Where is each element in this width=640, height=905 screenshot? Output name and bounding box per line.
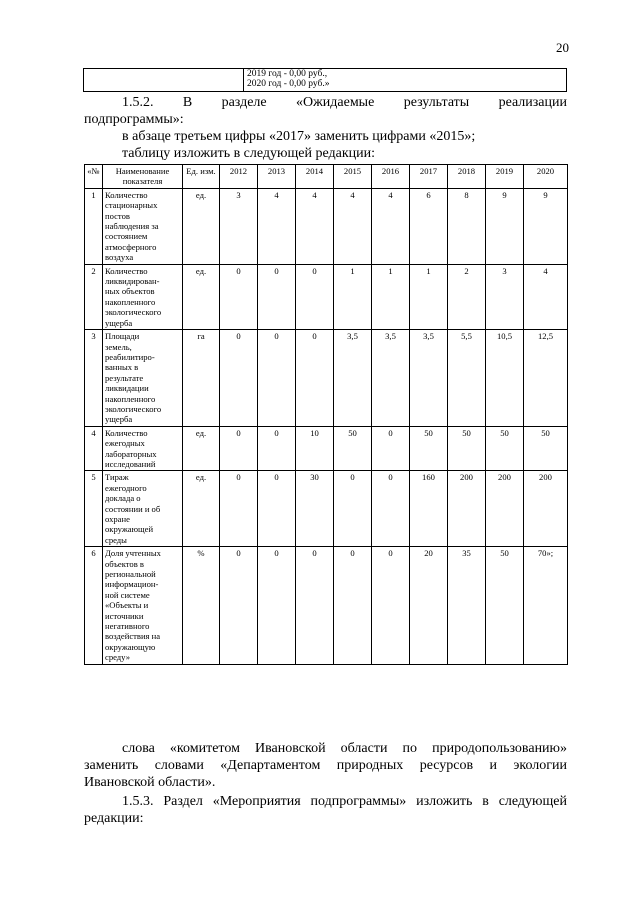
- value-cell: 10: [296, 426, 334, 471]
- indicator-name-line: атмосферного: [105, 241, 157, 252]
- para-1-5-2-line-1: [84, 94, 567, 111]
- budget-table-fragment: [83, 68, 567, 92]
- value-cell: 50: [524, 426, 568, 471]
- value-cell: 0: [220, 264, 258, 329]
- unit-cell: %: [183, 547, 220, 664]
- word: результаты: [403, 95, 470, 110]
- word: разделе: [221, 95, 267, 110]
- indicator-name-line: состоянием: [105, 231, 148, 242]
- word: следующей: [498, 794, 567, 809]
- value-cell: 1: [410, 264, 448, 329]
- header-name: Наименование показателя: [103, 165, 183, 189]
- value-cell: 0: [334, 547, 372, 664]
- table-row: [85, 471, 568, 547]
- value-cell: 70»;: [524, 547, 568, 664]
- value-cell: 35: [448, 547, 486, 664]
- header-year: 2018: [448, 165, 486, 189]
- indicator-name: [103, 547, 183, 664]
- row-number: 5: [85, 471, 103, 547]
- indicator-name-line: информацион-: [105, 579, 159, 590]
- indicator-name-line: ванных в: [105, 362, 139, 373]
- indicator-name: [103, 426, 183, 471]
- value-cell: 0: [258, 471, 296, 547]
- row-number: 4: [85, 426, 103, 471]
- para-words-line-2: [84, 757, 567, 774]
- header-unit: Ед. изм.: [183, 165, 220, 189]
- table-row: [85, 547, 568, 664]
- value-cell: 0: [296, 547, 334, 664]
- header-year: 2020: [524, 165, 568, 189]
- word: области: [340, 741, 388, 756]
- para-1-5-2-line-4: таблицу изложить в следующей редакции:: [122, 146, 376, 161]
- value-cell: 0: [258, 264, 296, 329]
- value-cell: 50: [410, 426, 448, 471]
- value-cell: 0: [334, 471, 372, 547]
- indicator-name-line: ликвидации: [105, 383, 149, 394]
- value-cell: 0: [258, 426, 296, 471]
- unit-cell: ед.: [183, 426, 220, 471]
- value-cell: 160: [410, 471, 448, 547]
- value-cell: 0: [220, 330, 258, 427]
- indicator-name-line: исследований: [105, 458, 156, 469]
- indicator-name-line: доклада о: [105, 493, 141, 504]
- page-number: 20: [556, 40, 569, 55]
- word: и: [489, 758, 497, 773]
- word: природных: [336, 758, 404, 773]
- word: «Департаментом: [220, 758, 321, 773]
- value-cell: 50: [448, 426, 486, 471]
- indicator-name-line: результате: [105, 372, 144, 383]
- table-body: [85, 188, 568, 664]
- header-year: 2016: [372, 165, 410, 189]
- para-1-5-3-line-1: [84, 793, 567, 810]
- value-cell: 200: [524, 471, 568, 547]
- indicator-name-line: ликвидирован-: [105, 276, 160, 287]
- value-cell: 4: [524, 264, 568, 329]
- indicator-name-line: окружающую: [105, 641, 156, 652]
- row-number: 1: [85, 188, 103, 264]
- value-cell: 0: [372, 471, 410, 547]
- indicator-name: [103, 471, 183, 547]
- value-cell: 0: [220, 426, 258, 471]
- value-cell: 1: [372, 264, 410, 329]
- indicator-name-line: ущерба: [105, 317, 133, 328]
- value-cell: 30: [296, 471, 334, 547]
- para-1-5-3-line-2: редакции:: [84, 811, 144, 826]
- word: словами: [154, 758, 204, 773]
- budget-line-2020: 2020 год - 0,00 руб.»: [247, 79, 330, 89]
- value-cell: 20: [410, 547, 448, 664]
- header-year: 2014: [296, 165, 334, 189]
- value-cell: 200: [486, 471, 524, 547]
- header-year: 2012: [220, 165, 258, 189]
- word: Раздел: [163, 794, 203, 809]
- value-cell: 5,5: [448, 330, 486, 427]
- indicator-name-line: Тираж: [105, 472, 129, 483]
- value-cell: 9: [486, 188, 524, 264]
- unit-cell: ед.: [183, 264, 220, 329]
- indicator-name-line: среду»: [105, 652, 130, 663]
- value-cell: 4: [334, 188, 372, 264]
- word: по: [402, 741, 418, 756]
- indicator-name-line: Количество: [105, 427, 148, 438]
- indicator-name-line: Доля учтенных: [105, 548, 161, 559]
- indicator-name-line: воздуха: [105, 252, 134, 263]
- budget-table-cell: [244, 69, 567, 92]
- indicator-name-line: стационарных: [105, 200, 158, 211]
- indicator-name-line: объектов в: [105, 558, 144, 569]
- indicator-name-line: источники: [105, 610, 144, 621]
- indicator-name-line: региональной: [105, 569, 156, 580]
- para-words-line-1: [84, 740, 567, 757]
- value-cell: 10,5: [486, 330, 524, 427]
- indicator-name-line: Площади: [105, 331, 140, 342]
- value-cell: 3,5: [372, 330, 410, 427]
- value-cell: 4: [258, 188, 296, 264]
- indicator-name-line: ежегодного: [105, 482, 147, 493]
- indicator-name-line: земель,: [105, 341, 132, 352]
- value-cell: 3: [486, 264, 524, 329]
- value-cell: 0: [220, 547, 258, 664]
- unit-cell: ед.: [183, 471, 220, 547]
- indicator-name-line: Количество: [105, 265, 148, 276]
- indicator-name-line: «Объекты и: [105, 600, 149, 611]
- value-cell: 3,5: [334, 330, 372, 427]
- value-cell: 0: [258, 547, 296, 664]
- value-cell: 0: [220, 471, 258, 547]
- word: ресурсов: [419, 758, 474, 773]
- indicator-name-line: ежегодных: [105, 438, 145, 449]
- table-header-row: [85, 165, 568, 189]
- row-number: 2: [85, 264, 103, 329]
- word: экологии: [513, 758, 567, 773]
- header-year: 2013: [258, 165, 296, 189]
- table-row: [85, 264, 568, 329]
- word: Ивановской: [255, 741, 326, 756]
- indicator-name-line: ных объектов: [105, 286, 155, 297]
- budget-table-empty-cell: [84, 69, 244, 92]
- para-1-5-2-line-3: в абзаце третьем цифры «2017» заменить цифрами «2015»;: [122, 129, 476, 144]
- indicator-name-line: воздействия на: [105, 631, 161, 642]
- value-cell: 12,5: [524, 330, 568, 427]
- indicator-name-line: ущерба: [105, 414, 133, 425]
- indicator-name-line: накопленного: [105, 296, 156, 307]
- indicator-name-line: реабилитиро-: [105, 351, 155, 362]
- word: В: [182, 95, 193, 110]
- row-number: 6: [85, 547, 103, 664]
- word: «Ожидаемые: [296, 95, 375, 110]
- indicator-name-line: охране: [105, 514, 130, 524]
- word: изложить: [416, 794, 473, 809]
- value-cell: 6: [410, 188, 448, 264]
- word: 1.5.3.: [122, 794, 154, 809]
- value-cell: 3: [220, 188, 258, 264]
- indicator-name: [103, 330, 183, 427]
- unit-cell: га: [183, 330, 220, 427]
- value-cell: 1: [334, 264, 372, 329]
- indicator-name-line: среды: [105, 534, 127, 545]
- value-cell: 9: [524, 188, 568, 264]
- table-row: [85, 426, 568, 471]
- value-cell: 8: [448, 188, 486, 264]
- value-cell: 50: [334, 426, 372, 471]
- header-year: 2017: [410, 165, 448, 189]
- indicator-name-line: лабораторных: [105, 448, 157, 459]
- indicators-table: [84, 164, 568, 665]
- word: «комитетом: [169, 741, 240, 756]
- indicator-name-line: экологического: [105, 307, 162, 318]
- word: природопользованию»: [432, 741, 568, 756]
- indicator-name: [103, 188, 183, 264]
- word: подпрограммы»: [310, 794, 407, 809]
- indicator-name-line: накопленного: [105, 393, 156, 404]
- para-1-5-2-line-2: подпрограммы»:: [84, 112, 184, 127]
- word: в: [482, 794, 489, 809]
- header-num: «№: [85, 165, 103, 189]
- budget-line-2019: 2019 год - 0,00 руб.,: [247, 69, 328, 79]
- indicator-name-line: Количество: [105, 189, 148, 200]
- indicator-name-line: негативного: [105, 621, 150, 632]
- header-year: 2015: [334, 165, 372, 189]
- value-cell: 50: [486, 426, 524, 471]
- row-number: 3: [85, 330, 103, 427]
- value-cell: 3,5: [410, 330, 448, 427]
- table-row: [85, 330, 568, 427]
- value-cell: 0: [296, 264, 334, 329]
- value-cell: 0: [372, 426, 410, 471]
- word: слова: [122, 741, 155, 756]
- value-cell: 0: [372, 547, 410, 664]
- word: реализации: [498, 95, 567, 110]
- value-cell: 0: [258, 330, 296, 427]
- indicator-name-line: наблюдения за: [105, 221, 159, 232]
- indicator-name-line: окружающей: [105, 524, 154, 535]
- value-cell: 200: [448, 471, 486, 547]
- value-cell: 0: [296, 330, 334, 427]
- word: 1.5.2.: [122, 95, 154, 110]
- indicator-name-line: экологического: [105, 403, 162, 414]
- value-cell: 2: [448, 264, 486, 329]
- indicator-name-line: постов: [105, 210, 130, 221]
- para-words-line-3: Ивановской области».: [84, 775, 216, 790]
- value-cell: 4: [296, 188, 334, 264]
- word: «Мероприятия: [212, 794, 301, 809]
- indicator-name: [103, 264, 183, 329]
- indicator-name-line: состоянии и об: [105, 503, 161, 514]
- value-cell: 50: [486, 547, 524, 664]
- word: заменить: [84, 758, 139, 773]
- indicator-name-line: ной системе: [105, 589, 150, 600]
- table-row: [85, 188, 568, 264]
- header-year: 2019: [486, 165, 524, 189]
- value-cell: 4: [372, 188, 410, 264]
- unit-cell: ед.: [183, 188, 220, 264]
